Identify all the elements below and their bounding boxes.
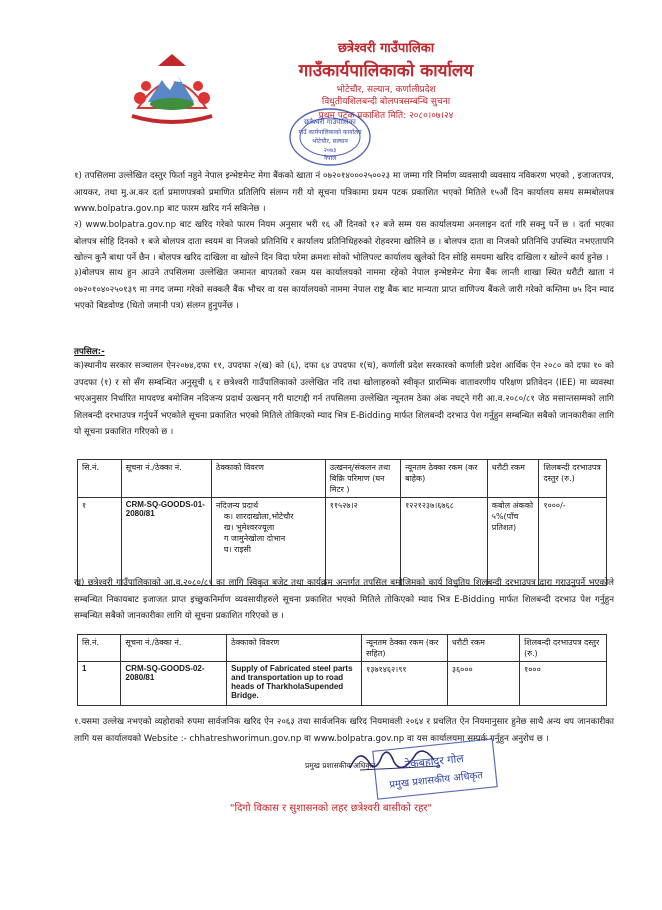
notice-title: विधुतीयशिलबन्दी बोलपत्रसम्बन्धि सुचना [321, 97, 451, 107]
col-description: ठेक्काको विवरण [211, 460, 325, 498]
stamp-text-2: प्रमुख प्रशासकीय अधिकृत [388, 770, 484, 791]
cell-amount: १२२१२३७।६७६८ [401, 498, 488, 586]
col-min-amount: न्यूनतम ठेक्का रकम (कर सहित) [362, 635, 448, 662]
schedule-heading: तपसिल:- [74, 347, 105, 357]
col-sn: सि.नं. [78, 460, 122, 498]
cell-description: Supply of Fabricated steel parts and transportation up to road heads of TharkholaSupended Bridge. [227, 662, 362, 706]
col-deposit: धरौटी रकम [447, 635, 519, 662]
seal-text-5: नेपाल [323, 155, 337, 162]
municipality-name: छत्रेश्वरी गाउँपालिका [337, 41, 435, 56]
col-description: ठेक्काको विवरण [227, 635, 362, 662]
footer-slogan: "दिगो विकास र सुशासनको लहर छत्रेश्वरी बासीको रहर" [229, 803, 433, 814]
cell-fee: १००० [520, 662, 607, 706]
cell-sn: १ [78, 498, 122, 586]
office-name: गाउँकार्यपालिकाको कार्यालय [298, 61, 474, 81]
cell-amount: १३७१४६२।९१ [362, 662, 448, 706]
col-notice: सूचना नं./ठेक्का नं. [121, 460, 211, 498]
office-seal-top [275, 102, 385, 172]
office-address: भोटेचौर, सल्यान, कर्णालीप्रदेश [336, 85, 436, 95]
tender-table-2 [77, 634, 607, 706]
cell-fee: १०००/- [539, 498, 607, 586]
publish-date: प्रथम पटक प्रकाशित मिति: २०८०।०७।२४ [318, 111, 454, 121]
paragraph-1: १) तपसिलमा उल्लेखित दस्तुर फिर्ता नहुने नेपाल इन्भेष्टमेन्ट मेगा बैंकको खाता नं ०७२०१४०००२५००२३ मा जम्मा गरि निर्माण व्यवसायी व्यवसाय नविकरण भएको , इजाजतपत्र, आयकर, तथा मु.अ.कर दर्ता प्रमाणपत्रको प्रमाणित प्रतिलिपि संलग्न गरी यो सूचना पत्रिकामा प्रथम पटक प्रकाशित भएको मितिले १५औं दिन कार्यालय समय सम्मबोलपत्र www.bolpatra.gov.np बाट फारम खरिद गर्न सकिनेछ । [74, 171, 614, 215]
col-fee: शिलबन्दी दरभाउपत्र दस्तुर (रु.) [539, 460, 607, 498]
signatory-title: प्रमुख प्रशासकीय अधिकृत [305, 761, 376, 770]
tender-table-1 [77, 459, 607, 586]
desc-item: क। शारदाखोला,भोटेचौर [223, 512, 294, 521]
col-deposit: धरौटी रकम [487, 460, 539, 498]
paragraph-3: ३)बोलपत्र साथ हुन आउने तपसिलमा उल्लेखित जमानत बापतको रकम यस कार्यालयको नाममा रहेको नेपाल इन्भेष्टमेन्ट मेगा बैंक लान्ती शाखा स्थित धरौटी खाता नं ०७२०१०४०२५०१३९ मा नगद जम्मा गरेको सक्कलै बैंक भौचर वा यस कार्यालयको नाममा नेपाल राष्ट्र बैंक बाट मान्यता प्राप्त वाणिज्य बैंकले जारी गरेको कम्तिमा ७५ दिन म्याद भएको बिडवोण्ड (धितो जमानी पत्र) संलग्न हुनुपर्नेछ । [74, 268, 614, 312]
cell-sn: 1 [78, 662, 121, 706]
cell-deposit: कबोल अंकको ५%(पाँच प्रतिशत) [487, 498, 539, 586]
col-sn: सि.नं. [78, 635, 121, 662]
col-min-amount: न्यूनतम ठेक्का रकम (कर बाहेक) [401, 460, 488, 498]
seal-text-3: भोटेचौर, सल्यान [312, 138, 348, 145]
desc-item: ख। भुमेश्वरज्यूला [223, 523, 275, 532]
cell-notice: CRM-SQ-GOODS-02-2080/81 [121, 662, 227, 706]
desc-title: नदिजन्य प्रदार्थ [215, 501, 259, 510]
col-fee: शिलबन्दी दरभाउपत्र दस्तुर (रु.) [520, 635, 607, 662]
nepal-emblem-icon [118, 46, 226, 128]
officer-stamp [365, 735, 505, 805]
col-quantity: उत्खनन्/संकलन तथा बिक्रि परिमाण (घन मिटर ) [325, 460, 400, 498]
paragraph-5: ख) छत्रेश्वरी गाउँपालिकाको आ.व.२०८०/८१ का लागि स्विकृत बजेट तथा कार्यक्रम अन्तर्गत तपसिल बमोजिमको कार्य विधुतिय शिलबन्दी दरभाउपत्र द्वारा गराउनुपर्ने भएकोले सम्बन्धित निकायबाट इजाजत प्राप्त इच्छुकनिर्माण व्यवसायीहरुले सूचना प्रकाशित भएको मितिले तोकिएको म्याद भित्र E-Bidding मार्फत शिलबन्दी दरभाउ पेश गर्नुहुन सम्बन्धित सबैको जानकारीका लागि यो सूचना प्रकाशित गरिएको छ । [74, 578, 614, 622]
seal-text-4: २०७३ [323, 147, 337, 154]
paragraph-2: २) www.bolpatra.gov.np बाट खरिद गरेको फारम नियम अनुसार भरी १६ औं दिनको १२ बजे सम्म यस कार्यालयमा अनलाइन दर्ता गरि सक्नु पर्ने छ । दर्ता भएका बोलपत्र सोहि दिनको १ बजे बोलपत्र दाता स्वयमं वा निजको प्रतिनिधि र कार्यालय प्रतिनिधिहरुको रोहवरमा खोलिने छ । बोलपत्र दाता वा निजको प्रतिनिधि उपस्थित नभएतापनि खोल्न कुनै बाधा पर्ने छैन । बोलपत्र खरिद दाखिला वा खोल्ने दिन विदा परेमा क्रमशः सोको भोलिपल्ट कार्यालय खुलेको दिन सोहि समयमा खरिद दाखिला र खोल्ने कार्य हुनेछ । [74, 220, 614, 264]
col-notice: सूचना नं./ठेक्का नं. [121, 635, 227, 662]
table-row [78, 498, 607, 586]
cell-quantity: ११५२७।२ [325, 498, 400, 586]
desc-item: घ। राइसी [223, 545, 251, 554]
stamp-text-1: टेकबहादुर गोल [404, 751, 465, 772]
cell-deposit: ३६००० [447, 662, 519, 706]
cell-description [211, 498, 325, 586]
table-header-row [78, 460, 607, 498]
table-header-row [78, 635, 607, 662]
paragraph-6: १.यसमा उल्लेख नभएको व्यहोराको रुपमा सार्वजनिक खरिद ऐन २०६३ तथा सार्वजनिक खरिद नियमावली २०६४ र प्रचलित ऐन नियमानुसार हुनेछ साथै अन्य थप जानकारीका लागि यस कार्यालयको Website :- chhatreshworimun.gov.np वा www.bolpatra.gov.np वा यस कार्यालयमा सम्पर्क गर्नुहुन अनुरोध छ । [74, 717, 614, 744]
seal-text-1: छत्रेश्वरी गाउँपालिका [304, 118, 356, 126]
paragraph-4: क)स्थानीय सरकार सञ्चालन ऐन२०७४,दफा ११, उपदफा २(ख) को (६), दफा ६४ उपदफा १(च), कर्णाली प्रदेश सरकारको कर्णाली प्रदेश आर्थिक ऐन २०८० को दफा १० को उपदफा (१) र सो सँग सम्बन्धित अनुसूची ६ र छत्रेश्वरी गाउँपालिकाको उल्लेखित नदि तथा खोलाहरुको स्वीकृत प्रारम्भिक वातावरणीय परिक्षण प्रतिवेदन (IEE) मा व्यवस्था भएअनुसार निर्धारित मापदण्ड बमोजिम नदिजन्य प्रदार्थ उत्खनन् गरी घाटगद्दी गर्न तपसिलमा उल्लेखित न्यूनतम ठेका अंक नघट्ने गरी आ.व.२०८०/८१ जेठ मसान्तसम्मको लागि शिलबन्दी दरभाउपत्र गर्नुपर्ने भएकोले सूचना प्रकाशित भएको मितिले तोकिएको म्याद भित्र E-Bidding मार्फत शिलबन्दी दरभाउ पेश गर्नुहुन सम्बन्धित सबैको जानकारीका लागि यो सूचना प्रकाशित गरिएको छ । [74, 361, 614, 438]
seal-text-2: गाउँ कार्यपालिकाको कार्यालय [298, 129, 362, 136]
cell-notice: CRM-SQ-GOODS-01-2080/81 [121, 498, 211, 586]
table-row [78, 662, 607, 706]
desc-item: ग जामुनेखोला दोभान [223, 534, 286, 543]
